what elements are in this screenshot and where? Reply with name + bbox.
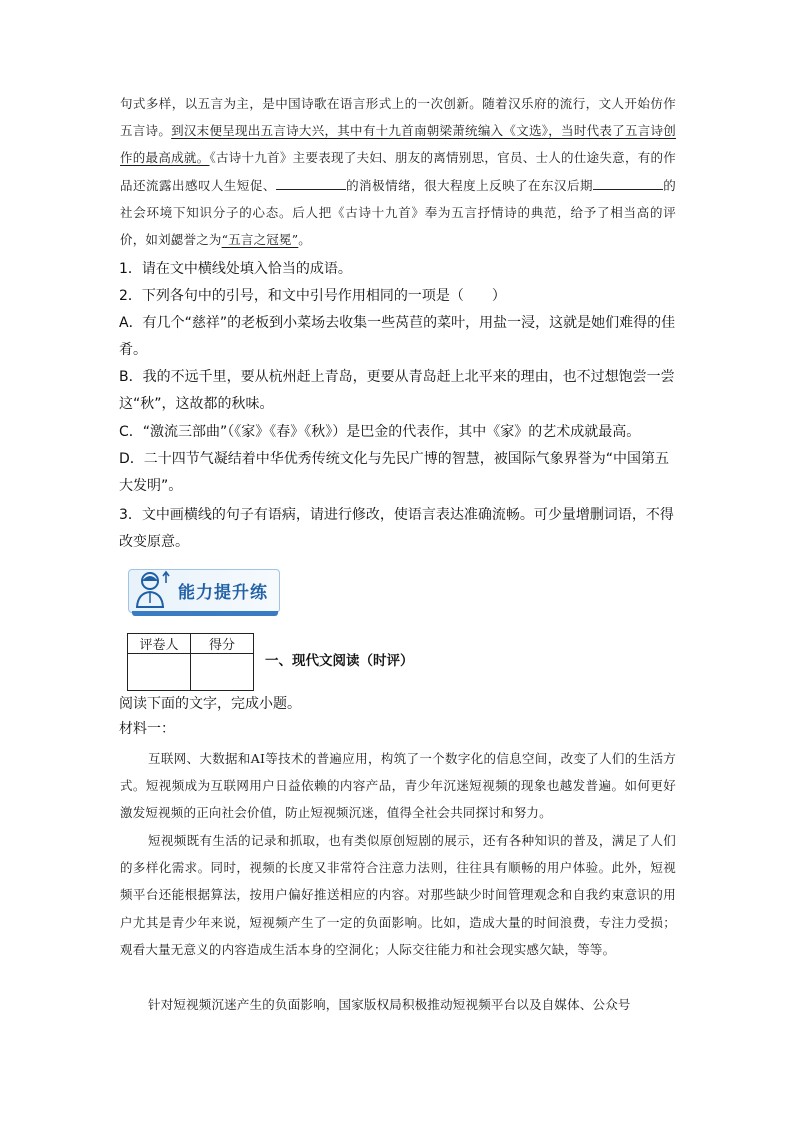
score-header: 得分: [191, 634, 254, 654]
question-3: 3．文中画横线的句子有语病，请进行修改，使语言表达准确流畅。可少量增删词语，不得改变原意。: [119, 507, 674, 550]
section-title: 一、现代文阅读（时评）: [265, 653, 414, 669]
passage-text: 《古诗十九首》主要表现了夫妇、朋友的离情别思，官员、士人的仕途失意，有的作品还流露出感叹人生短促、: [120, 150, 676, 193]
fill-blank-2[interactable]: [593, 177, 663, 190]
material-paragraph-3: 针对短视频沉迷产生的负面影响，国家版权局积极推动短视频平台以及自媒体、公众号: [148, 997, 631, 1012]
banner-underline: [132, 611, 278, 616]
option-b: B．我的不远千里，要从杭州赶上青岛，更要从青岛赶上北平来的理由，也不过想饱尝一尝这“秋”，这故都的秋味。: [119, 369, 675, 412]
underlined-sentence: 到汉末便呈现出五言诗大兴，其中有十九首南朝梁萧统编入《文选》，当时代表了五言诗创作的最高成就。: [120, 123, 676, 166]
passage-text: 的社会环境下知识分子的心态。后人把《古诗十九首》奉为五言抒情诗的典范，给予了相当高的评价，如刘勰誉之为: [120, 177, 676, 248]
passage-text: 。: [298, 232, 311, 248]
score-table: [127, 633, 254, 691]
score-cell[interactable]: [191, 654, 254, 691]
option-d: D．二十四节气凝结着中华优秀传统文化与先民广博的智慧，被国际气象界誉为“中国第五大发明”。: [119, 451, 670, 494]
question-2: 2．下列各句中的引号，和文中引号作用相同的一项是（ ）: [119, 288, 506, 304]
passage-text: 句式多样，以五言为主，是中国诗歌在语言形式上的一次创新。随着汉乐府的流行，文人开始仿作五言诗。: [120, 96, 676, 139]
option-c: C．“激流三部曲”（《家》《春》《秋》）是巴金的代表作，其中《家》的艺术成就最高。: [119, 424, 641, 440]
material-paragraph-1: 互联网、大数据和AI等技术的普遍应用，构筑了一个数字化的信息空间，改变了人们的生活方式。短视频成为互联网用户日益依赖的内容产品，青少年沉迷短视频的现象也越发普遍。如何更好激发短视频的正向社会价值，防止短视频沉迷，值得全社会共同探讨和努力。: [120, 751, 676, 821]
ability-banner: [128, 565, 280, 617]
reading-instruction: 阅读下面的文字，完成小题。: [119, 696, 301, 712]
grader-cell[interactable]: [128, 654, 191, 691]
top-passage: [120, 90, 676, 253]
banner-label: 能力提升练: [178, 583, 268, 603]
grader-header: 评卷人: [128, 634, 191, 654]
question-1: 1．请在文中横线处填入恰当的成语。: [119, 261, 352, 277]
passage-text: 的消极情绪，很大程度上反映了在东汉后期: [345, 177, 593, 193]
fill-blank-1[interactable]: [276, 177, 346, 190]
material-label: 材料一：: [119, 721, 175, 737]
material-paragraph-2: 短视频既有生活的记录和抓取，也有类似原创短剧的展示，还有各种知识的普及，满足了人们的多样化需求。同时，视频的长度又非常符合注意力法则，往往具有顺畅的用户体验。此外，短视频平台还能根据算法，按用户偏好推送相应的内容。对那些缺少时间管理观念和自我约束意识的用户尤其是青少年来说，短视频产生了一定的负面影响。比如，造成大量的时间浪费，专注力受损；观看大量无意义的内容造成生活本身的空洞化；人际交往能力和社会现实感欠缺，等等。: [120, 833, 676, 957]
quoted-phrase: “五言之冠冕”: [221, 232, 299, 248]
student-thinking-icon: [132, 567, 172, 611]
option-a: A．有几个“慈祥”的老板到小菜场去收集一些莴苣的菜叶，用盐一浸，这就是她们难得的佳肴。: [119, 315, 676, 358]
